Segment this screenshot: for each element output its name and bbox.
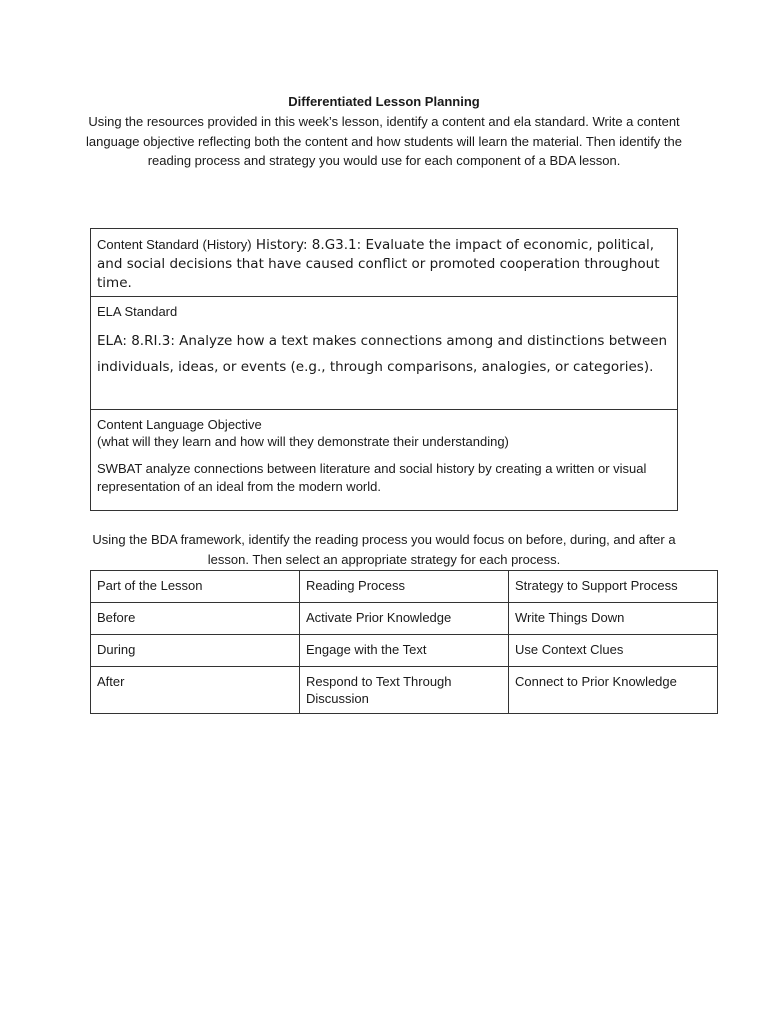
table-row xyxy=(91,667,718,714)
header-part-of-lesson: Part of the Lesson xyxy=(91,571,300,603)
ela-standard-label: ELA Standard xyxy=(97,304,178,319)
table-row xyxy=(91,603,718,635)
table-header-row xyxy=(91,571,718,603)
bda-table xyxy=(90,570,718,714)
row-during-part: During xyxy=(91,635,300,667)
objective-cell xyxy=(91,410,678,511)
document-title: Differentiated Lesson Planning xyxy=(288,94,480,109)
row-before-strategy: Write Things Down xyxy=(509,603,718,635)
row-after-part: After xyxy=(91,667,300,714)
ela-standard-text: ELA: 8.RI.3: Analyze how a text makes connections among and distinctions between individuals, ideas, or events (e.g., through comparisons, analogies, or categories). xyxy=(97,333,668,375)
row-during-process: Engage with the Text xyxy=(300,635,509,667)
row-after-strategy: Connect to Prior Knowledge xyxy=(509,667,718,714)
header-reading-process: Reading Process xyxy=(300,571,509,603)
content-standard-cell xyxy=(91,229,678,297)
standards-table xyxy=(90,228,678,511)
document-intro: Using the resources provided in this week’s lesson, identify a content and ela standard. Write a content language objective reflecting both the content and how students will learn the material. Then identify the reading process and strategy you would use for each component of a BDA lesson. xyxy=(86,114,682,168)
objective-label-block xyxy=(91,410,677,450)
content-standard-text: History: 8.G3.1: Evaluate the impact of economic, political, and social decisions that have caused conflict or promoted cooperation throughout time. xyxy=(97,237,660,291)
bda-intro: Using the BDA framework, identify the reading process you would focus on before, during, and after a lesson. Then select an appropriate strategy for each process. xyxy=(92,532,676,567)
row-before-process: Activate Prior Knowledge xyxy=(300,603,509,635)
content-standard-label: Content Standard (History) xyxy=(97,237,252,252)
header-strategy: Strategy to Support Process xyxy=(509,571,718,603)
objective-text: SWBAT analyze connections between literature and social history by creating a written or visual representation of an ideal from the modern world. xyxy=(97,461,647,494)
row-before-part: Before xyxy=(91,603,300,635)
ela-standard-cell xyxy=(91,297,678,410)
table-row xyxy=(91,635,718,667)
row-after-process: Respond to Text Through Discussion xyxy=(300,667,509,714)
row-during-strategy: Use Context Clues xyxy=(509,635,718,667)
content-standard-text-block xyxy=(91,229,677,293)
objective-label: Content Language Objective xyxy=(97,417,262,432)
objective-sublabel: (what will they learn and how will they demonstrate their understanding) xyxy=(97,434,509,449)
